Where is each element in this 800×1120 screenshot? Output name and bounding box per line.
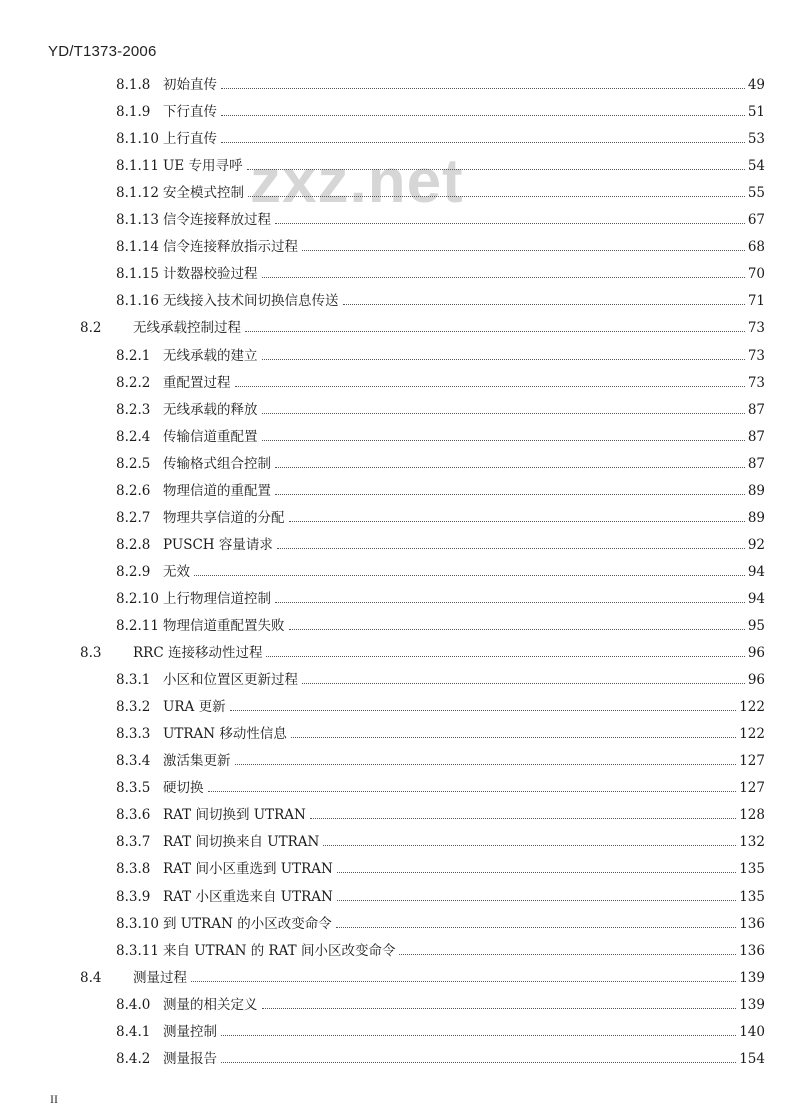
toc-dot-leader (266, 655, 744, 657)
toc-dot-leader (208, 790, 737, 792)
toc-dot-leader (289, 628, 745, 630)
toc-entry-page: 127 (739, 753, 765, 770)
toc-entry-page: 51 (747, 104, 765, 121)
page-number-footer: II (50, 1092, 58, 1106)
toc-entry-title: PUSCH 容量请求 (163, 536, 273, 553)
toc-entry-number: 8.2.1 (116, 347, 151, 364)
toc-entry[interactable] (116, 586, 765, 608)
toc-entry-number: 8.1.14 (116, 239, 159, 256)
toc-entry[interactable] (116, 180, 765, 202)
toc-dot-leader (399, 953, 736, 955)
toc-dot-leader (275, 493, 745, 495)
toc-entry-title: 信令连接释放过程 (163, 212, 271, 229)
toc-entry[interactable] (116, 207, 765, 229)
toc-dot-leader (291, 736, 736, 738)
toc-dot-leader (194, 574, 745, 576)
toc-dot-leader (262, 1007, 737, 1009)
toc-entry-title: RAT 间小区重选到 UTRAN (163, 861, 333, 878)
toc-entry-number: 8.3.1 (116, 672, 151, 689)
toc-entry[interactable] (116, 559, 765, 581)
toc-entry-page: 55 (747, 185, 765, 202)
toc-entry-title: 下行直传 (163, 104, 217, 121)
toc-dot-leader (230, 709, 737, 711)
toc-entry-page: 70 (747, 266, 765, 283)
toc-entry-number: 8.3.3 (116, 726, 151, 743)
toc-entry-number: 8.2.4 (116, 428, 151, 445)
toc-entry-title: RAT 间切换到 UTRAN (163, 807, 306, 824)
toc-entry-number: 8.2.10 (116, 590, 159, 607)
toc-entry-title: 物理信道的重配置 (163, 482, 271, 499)
toc-entry[interactable] (116, 911, 765, 933)
toc-entry-page: 71 (747, 293, 765, 310)
toc-entry-page: 95 (747, 618, 765, 634)
toc-entry-title: 到 UTRAN 的小区改变命令 (163, 915, 332, 932)
toc-entry-page: 73 (747, 320, 765, 337)
toc-entry[interactable] (80, 315, 765, 337)
toc-entry-page: 135 (739, 861, 765, 878)
toc-dot-leader (235, 763, 737, 765)
toc-dot-leader (191, 980, 736, 982)
toc-entry-title: UE 专用寻呼 (163, 158, 243, 175)
toc-entry-number: 8.1.13 (116, 212, 159, 229)
toc-entry[interactable] (116, 343, 765, 365)
toc-entry-title: 无线承载的释放 (163, 401, 258, 418)
toc-entry[interactable] (116, 938, 765, 960)
toc-entry-title: 物理信道重配置失败 (163, 618, 285, 634)
toc-entry-title: 上行物理信道控制 (163, 590, 271, 607)
toc-entry-page: 127 (739, 780, 765, 797)
toc-entry-number: 8.2.2 (116, 374, 151, 391)
toc-entry-number: 8.3.8 (116, 861, 151, 878)
toc-entry-title: 物理共享信道的分配 (163, 509, 285, 526)
toc-entry-title: 激活集更新 (163, 753, 231, 770)
toc-entry-page: 122 (739, 699, 765, 716)
toc-entry[interactable] (80, 640, 765, 662)
toc-entry-number: 8.3 (80, 645, 102, 662)
toc-entry-number: 8.2 (80, 320, 102, 337)
toc-entry-number: 8.3.4 (116, 753, 151, 770)
toc-entry-title: 测量的相关定义 (163, 996, 258, 1013)
toc-entry[interactable] (116, 667, 765, 689)
toc-entry-page: 87 (747, 428, 765, 445)
toc-entry-page: 54 (747, 158, 765, 175)
toc-entry-number: 8.1.15 (116, 266, 159, 283)
toc-entry-title: 初始直传 (163, 77, 217, 93)
toc-dot-leader (262, 358, 745, 360)
toc-entry-page: 89 (747, 482, 765, 499)
toc-entry-page: 87 (747, 401, 765, 418)
toc-entry-title: 测量报告 (163, 1050, 217, 1067)
toc-dot-leader (221, 114, 745, 116)
toc-entry[interactable] (116, 478, 765, 500)
toc-entry-number: 8.3.2 (116, 699, 151, 716)
toc-entry-number: 8.3.7 (116, 834, 151, 851)
toc-dot-leader (262, 439, 745, 441)
toc-entry-page: 53 (747, 131, 765, 148)
toc-entry-number: 8.3.9 (116, 888, 151, 905)
toc-entry-number: 8.2.7 (116, 509, 151, 526)
toc-entry-number: 8.3.5 (116, 780, 151, 797)
toc-entry[interactable] (116, 505, 765, 527)
page-header: YD/T1373-2006 (48, 43, 157, 60)
toc-entry-number: 8.2.8 (116, 536, 151, 553)
toc-dot-leader (245, 330, 745, 332)
toc-dot-leader (337, 899, 736, 901)
toc-entry[interactable] (116, 748, 765, 770)
toc-entry[interactable] (116, 126, 765, 148)
toc-entry-page: 68 (747, 239, 765, 256)
toc-entry-page: 122 (739, 726, 765, 743)
toc-entry-page: 139 (739, 996, 765, 1013)
toc-entry-page: 132 (739, 834, 765, 851)
toc-entry[interactable] (116, 234, 765, 256)
toc-entry[interactable] (116, 992, 765, 1014)
toc-entry-title: 来自 UTRAN 的 RAT 间小区改变命令 (163, 942, 396, 959)
toc-entry-number: 8.1.10 (116, 131, 159, 148)
toc-dot-leader (289, 520, 745, 522)
toc-entry[interactable] (116, 424, 765, 446)
toc-entry-title: 小区和位置区更新过程 (163, 672, 298, 689)
toc-entry[interactable] (116, 72, 765, 94)
toc-entry-page: 128 (739, 807, 765, 824)
toc-entry-page: 96 (747, 645, 765, 662)
toc-entry-page: 49 (747, 77, 765, 93)
toc-entry-title: 无线承载控制过程 (133, 320, 241, 337)
toc-entry-number: 8.1.8 (116, 77, 151, 93)
toc-entry-number: 8.4.1 (116, 1023, 151, 1040)
toc-entry-number: 8.2.9 (116, 563, 151, 580)
toc-entry[interactable] (116, 153, 765, 175)
toc-dot-leader (221, 1034, 736, 1036)
toc-entry[interactable] (116, 1019, 765, 1041)
toc-dot-leader (262, 276, 745, 278)
toc-dot-leader (310, 817, 736, 819)
toc-entry-number: 8.3.11 (116, 942, 159, 959)
toc-dot-leader (302, 682, 745, 684)
toc-dot-leader (323, 844, 736, 846)
toc-entry-number: 8.1.12 (116, 185, 159, 202)
watermark: zxz.net (250, 147, 464, 216)
toc-dot-leader (275, 466, 745, 468)
toc-dot-leader (262, 412, 745, 414)
toc-entry-page: 89 (747, 509, 765, 526)
toc-entry-number: 8.2.3 (116, 401, 151, 418)
toc-dot-leader (221, 1061, 736, 1063)
toc-entry-page: 87 (747, 455, 765, 472)
toc-entry-title: 传输信道重配置 (163, 428, 258, 445)
toc-entry-page: 139 (739, 969, 765, 986)
toc-dot-leader (235, 385, 745, 387)
toc-dot-leader (336, 926, 737, 928)
toc-entry-page: 92 (747, 536, 765, 553)
toc-dot-leader (277, 547, 745, 549)
toc-entry-title: 测量控制 (163, 1023, 217, 1040)
toc-entry-number: 8.3.10 (116, 915, 159, 932)
toc-dot-leader (343, 303, 745, 305)
toc-entry[interactable] (116, 451, 765, 473)
toc-entry-title: RRC 连接移动性过程 (133, 645, 263, 662)
toc-entry-title: RAT 小区重选来自 UTRAN (163, 888, 333, 905)
toc-entry-number: 8.4 (80, 969, 102, 986)
toc-entry[interactable] (116, 288, 765, 310)
toc-dot-leader (275, 601, 745, 603)
toc-entry-title: 无线承载的建立 (163, 347, 258, 364)
toc-entry-number: 8.2.6 (116, 482, 151, 499)
toc-entry-title: 上行直传 (163, 131, 217, 148)
toc-entry-number: 8.2.11 (116, 618, 159, 634)
toc-entry-title: 无效 (163, 563, 190, 580)
toc-entry-page: 154 (739, 1050, 765, 1067)
toc-entry[interactable] (116, 1046, 765, 1068)
toc-entry[interactable] (116, 397, 765, 419)
toc-entry-number: 8.4.0 (116, 996, 151, 1013)
toc-entry-page: 94 (747, 590, 765, 607)
toc-entry[interactable] (80, 965, 765, 987)
toc-entry-title: UTRAN 移动性信息 (163, 726, 287, 743)
toc-dot-leader (247, 168, 745, 170)
toc-entry-number: 8.4.2 (116, 1050, 151, 1067)
toc-entry-title: 计数器校验过程 (163, 266, 258, 283)
toc-entry[interactable] (116, 802, 765, 824)
toc-entry-title: 无线接入技术间切换信息传送 (163, 293, 339, 310)
toc-entry-number: 8.1.11 (116, 158, 159, 175)
toc-entry-page: 136 (739, 942, 765, 959)
toc-entry[interactable] (116, 694, 765, 716)
toc-entry[interactable] (116, 261, 765, 283)
toc-entry[interactable] (116, 884, 765, 906)
toc-entry-number: 8.1.16 (116, 293, 159, 310)
toc-entry-number: 8.3.6 (116, 807, 151, 824)
toc-entry-page: 73 (747, 374, 765, 391)
toc-entry[interactable] (116, 99, 765, 121)
toc-entry[interactable] (116, 613, 765, 635)
toc-dot-leader (275, 222, 745, 224)
toc-dot-leader (337, 871, 736, 873)
toc-entry-title: 测量过程 (133, 969, 187, 986)
toc-dot-leader (221, 141, 745, 143)
toc-entry-page: 67 (747, 212, 765, 229)
toc-entry-number: 8.1.9 (116, 104, 151, 121)
toc-entry-page: 94 (747, 563, 765, 580)
toc-entry-title: 信令连接释放指示过程 (163, 239, 298, 256)
toc-entry-page: 136 (739, 915, 765, 932)
toc-entry[interactable] (116, 370, 765, 392)
toc-entry[interactable] (116, 721, 765, 743)
toc-entry-title: URA 更新 (163, 699, 226, 716)
toc-dot-leader (248, 195, 745, 197)
toc-entry-number: 8.2.5 (116, 455, 151, 472)
toc-entry[interactable] (116, 856, 765, 878)
toc-entry-title: 传输格式组合控制 (163, 455, 271, 472)
toc-entry-page: 96 (747, 672, 765, 689)
toc-entry-title: 硬切换 (163, 780, 204, 797)
toc-dot-leader (302, 249, 745, 251)
toc-entry-page: 135 (739, 888, 765, 905)
toc-entry-page: 140 (739, 1023, 765, 1040)
toc-dot-leader (221, 87, 745, 89)
toc-entry-title: 重配置过程 (163, 374, 231, 391)
toc-entry[interactable] (116, 532, 765, 554)
toc-entry[interactable] (116, 829, 765, 851)
toc-entry-title: 安全模式控制 (163, 185, 244, 202)
toc-entry-page: 73 (747, 347, 765, 364)
toc-entry[interactable] (116, 775, 765, 797)
toc-entry-title: RAT 间切换来自 UTRAN (163, 834, 320, 851)
